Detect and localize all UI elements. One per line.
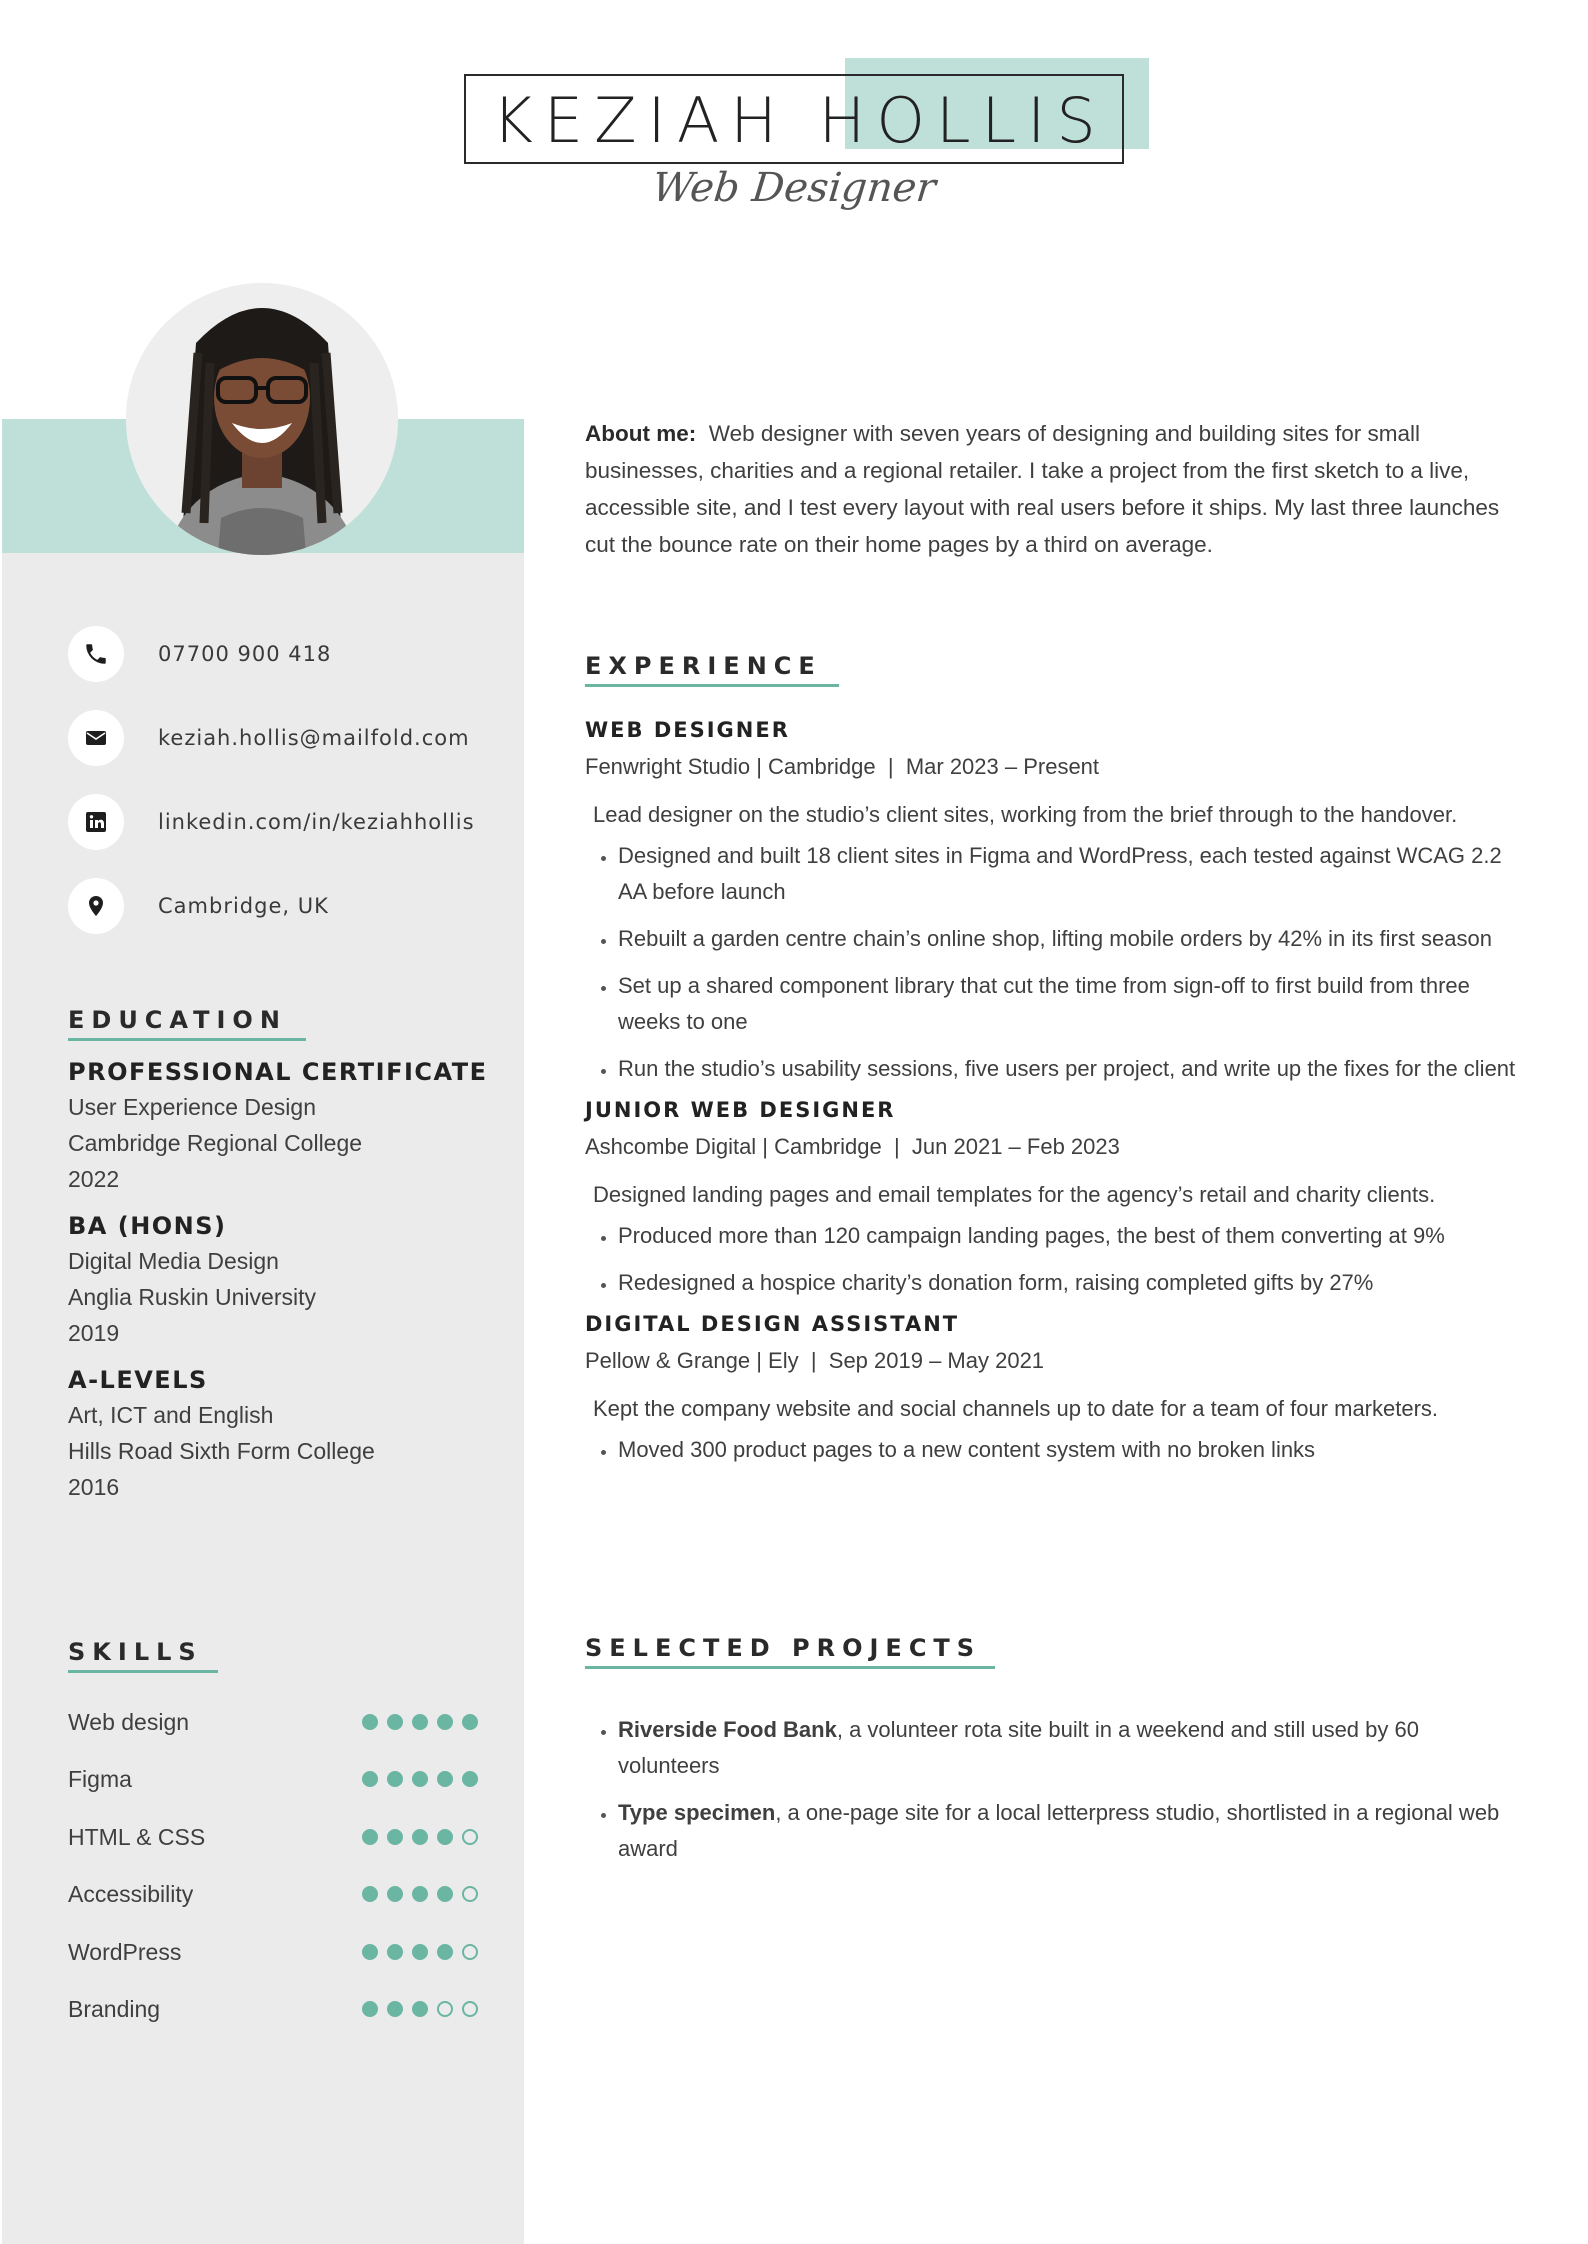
skill-row bbox=[68, 1874, 478, 1914]
job-bullet: • Moved 300 product pages to a new content system with no broken links bbox=[618, 1432, 1525, 1468]
job-summary: Designed landing pages and email templates for the agency’s retail and charity clients. bbox=[593, 1182, 1436, 1207]
job-company: Pellow & Grange | Ely bbox=[585, 1348, 799, 1373]
rating-dot-filled bbox=[437, 1886, 453, 1902]
skills-heading: SKILLS bbox=[68, 1638, 203, 1666]
education-heading: EDUCATION bbox=[68, 1006, 287, 1034]
job-entry bbox=[585, 718, 1525, 1087]
job-title: JUNIOR WEB DESIGNER bbox=[585, 1098, 896, 1122]
project-bullets bbox=[585, 1712, 1525, 1867]
job-bullet: • Run the studio’s usability sessions, five users per project, and write up the fixes for the client bbox=[618, 1051, 1525, 1087]
job-bullets bbox=[585, 838, 1525, 1087]
linkedin-url[interactable]: linkedin.com/in/keziahhollis bbox=[158, 810, 475, 834]
rating-dot-filled bbox=[387, 1886, 403, 1902]
rating-dot-filled bbox=[387, 1829, 403, 1845]
skill-row bbox=[68, 1932, 478, 1972]
education-degree: PROFESSIONAL CERTIFICATE bbox=[68, 1058, 488, 1086]
education-item bbox=[68, 1363, 508, 1505]
rating-dot-filled bbox=[412, 2001, 428, 2017]
skill-rating bbox=[362, 1886, 478, 1902]
skill-name: Accessibility bbox=[68, 1880, 194, 1907]
job-title: Web Designer bbox=[650, 165, 938, 211]
about-me bbox=[585, 415, 1517, 563]
rating-dot-filled bbox=[462, 1714, 478, 1730]
skill-name: Branding bbox=[68, 1995, 161, 2022]
education-year: 2022 bbox=[68, 1166, 120, 1192]
skill-row bbox=[68, 1817, 478, 1857]
job-dates: Sep 2019 – May 2021 bbox=[828, 1348, 1045, 1373]
rating-dot-empty bbox=[462, 1886, 478, 1902]
phone-number[interactable]: 07700 900 418 bbox=[158, 642, 332, 666]
education-item bbox=[68, 1209, 508, 1351]
job-bullet: • Designed and built 18 client sites in Figma and WordPress, each tested against WCAG 2.2 AA before launch bbox=[618, 838, 1525, 910]
contact-phone bbox=[68, 626, 331, 682]
skill-rating bbox=[362, 1829, 478, 1845]
contact-email bbox=[68, 710, 470, 766]
education-degree: BA (HONS) bbox=[68, 1212, 227, 1240]
education-degree: A-LEVELS bbox=[68, 1366, 208, 1394]
location-pin-icon bbox=[68, 878, 124, 934]
mail-icon bbox=[68, 710, 124, 766]
project-item bbox=[618, 1795, 1525, 1867]
education-year: 2019 bbox=[68, 1320, 120, 1346]
about-text: Web designer with seven years of designing and building sites for small businesses, charities and a regional retailer. I take a project from the first sketch to a live, accessible site, and I test every layout with real users before it ships. My last three launches cut the bounce rate on their home pages by a third on average. bbox=[585, 421, 1500, 557]
education-school: Cambridge Regional College bbox=[68, 1130, 363, 1156]
projects-heading-block bbox=[585, 1634, 995, 1669]
rating-dot-filled bbox=[387, 1714, 403, 1730]
location: Cambridge, UK bbox=[158, 894, 329, 918]
rating-dot-empty bbox=[462, 2001, 478, 2017]
job-company: Fenwright Studio | Cambridge bbox=[585, 754, 876, 779]
job-summary: Kept the company website and social channels up to date for a team of four marketers. bbox=[593, 1396, 1439, 1421]
job-meta: Ashcombe Digital | Cambridge | Jun 2021 – Feb 2023 bbox=[585, 1134, 1120, 1159]
rating-dot-filled bbox=[437, 1714, 453, 1730]
job-bullets bbox=[585, 1432, 1525, 1468]
job-bullet: • Set up a shared component library that cut the time from sign-off to first build from three weeks to one bbox=[618, 968, 1525, 1040]
rating-dot-filled bbox=[387, 2001, 403, 2017]
skill-name: HTML & CSS bbox=[68, 1823, 206, 1850]
contact-location bbox=[68, 878, 329, 934]
education-school: Hills Road Sixth Form College bbox=[68, 1438, 375, 1464]
rating-dot-filled bbox=[362, 2001, 378, 2017]
project-name: Riverside Food Bank bbox=[618, 1717, 837, 1742]
job-bullets bbox=[585, 1218, 1525, 1301]
education-section bbox=[68, 1006, 508, 1505]
education-subject: User Experience Design bbox=[68, 1094, 317, 1120]
experience-heading-block bbox=[585, 652, 839, 687]
rating-dot-filled bbox=[387, 1944, 403, 1960]
rating-dot-filled bbox=[462, 1771, 478, 1787]
experience-heading: EXPERIENCE bbox=[585, 652, 822, 680]
rating-dot-filled bbox=[362, 1829, 378, 1845]
project-name: Type specimen bbox=[618, 1800, 776, 1825]
rating-dot-filled bbox=[412, 1886, 428, 1902]
education-subject: Digital Media Design bbox=[68, 1248, 279, 1274]
skills-section bbox=[68, 1638, 218, 1673]
contact-linkedin bbox=[68, 794, 475, 850]
projects-list bbox=[585, 1712, 1525, 1878]
rating-dot-filled bbox=[362, 1886, 378, 1902]
rating-dot-filled bbox=[362, 1714, 378, 1730]
experience-list bbox=[585, 718, 1525, 1479]
skill-name: Figma bbox=[68, 1765, 132, 1792]
education-item bbox=[68, 1055, 508, 1197]
project-item bbox=[618, 1712, 1525, 1784]
skill-rating bbox=[362, 2001, 478, 2017]
rating-dot-empty bbox=[437, 2001, 453, 2017]
skill-name: Web design bbox=[68, 1708, 190, 1735]
job-entry bbox=[585, 1312, 1525, 1468]
linkedin-icon bbox=[68, 794, 124, 850]
rating-dot-filled bbox=[362, 1771, 378, 1787]
rating-dot-filled bbox=[412, 1714, 428, 1730]
skill-rating bbox=[362, 1944, 478, 1960]
rating-dot-filled bbox=[437, 1771, 453, 1787]
job-company: Ashcombe Digital | Cambridge bbox=[585, 1134, 882, 1159]
job-dates: Mar 2023 – Present bbox=[905, 754, 1100, 779]
skill-rating bbox=[362, 1771, 478, 1787]
project-description: , a volunteer rota site built in a weekend and still used by 60 volunteers bbox=[618, 1717, 1419, 1778]
rating-dot-filled bbox=[437, 1944, 453, 1960]
rating-dot-filled bbox=[362, 1944, 378, 1960]
job-entry bbox=[585, 1098, 1525, 1301]
skill-row bbox=[68, 1989, 478, 2029]
about-label: About me: bbox=[585, 421, 697, 446]
job-meta: Fenwright Studio | Cambridge | Mar 2023 – Present bbox=[585, 754, 1100, 779]
education-school: Anglia Ruskin University bbox=[68, 1284, 316, 1310]
rating-dot-empty bbox=[462, 1944, 478, 1960]
rating-dot-filled bbox=[387, 1771, 403, 1787]
project-description: , a one-page site for a local letterpress studio, shortlisted in a regional web award bbox=[618, 1800, 1500, 1861]
job-dates: Jun 2021 – Feb 2023 bbox=[911, 1134, 1120, 1159]
job-bullet: • Rebuilt a garden centre chain’s online shop, lifting mobile orders by 42% in its first season bbox=[618, 921, 1525, 957]
job-meta: Pellow & Grange | Ely | Sep 2019 – May 2021 bbox=[585, 1348, 1045, 1373]
job-title: WEB DESIGNER bbox=[585, 718, 790, 742]
education-year: 2016 bbox=[68, 1474, 120, 1500]
job-title: DIGITAL DESIGN ASSISTANT bbox=[585, 1312, 960, 1336]
profile-photo bbox=[126, 283, 398, 555]
rating-dot-empty bbox=[462, 1829, 478, 1845]
projects-heading: SELECTED PROJECTS bbox=[585, 1634, 982, 1662]
education-subject: Art, ICT and English bbox=[68, 1402, 274, 1428]
candidate-name: KEZIAH HOLLIS bbox=[492, 84, 1107, 157]
rating-dot-filled bbox=[412, 1829, 428, 1845]
job-bullet: • Produced more than 120 campaign landing pages, the best of them converting at 9% bbox=[618, 1218, 1525, 1254]
email-address[interactable]: keziah.hollis@mailfold.com bbox=[158, 726, 470, 750]
skill-row bbox=[68, 1702, 478, 1742]
rating-dot-filled bbox=[437, 1829, 453, 1845]
rating-dot-filled bbox=[412, 1944, 428, 1960]
phone-icon bbox=[68, 626, 124, 682]
skill-row bbox=[68, 1759, 478, 1799]
job-bullet: • Redesigned a hospice charity’s donation form, raising completed gifts by 27% bbox=[618, 1265, 1525, 1301]
rating-dot-filled bbox=[412, 1771, 428, 1787]
skill-rating bbox=[362, 1714, 478, 1730]
job-summary: Lead designer on the studio’s client sites, working from the brief through to the handover. bbox=[593, 802, 1458, 827]
skill-name: WordPress bbox=[68, 1938, 182, 1965]
